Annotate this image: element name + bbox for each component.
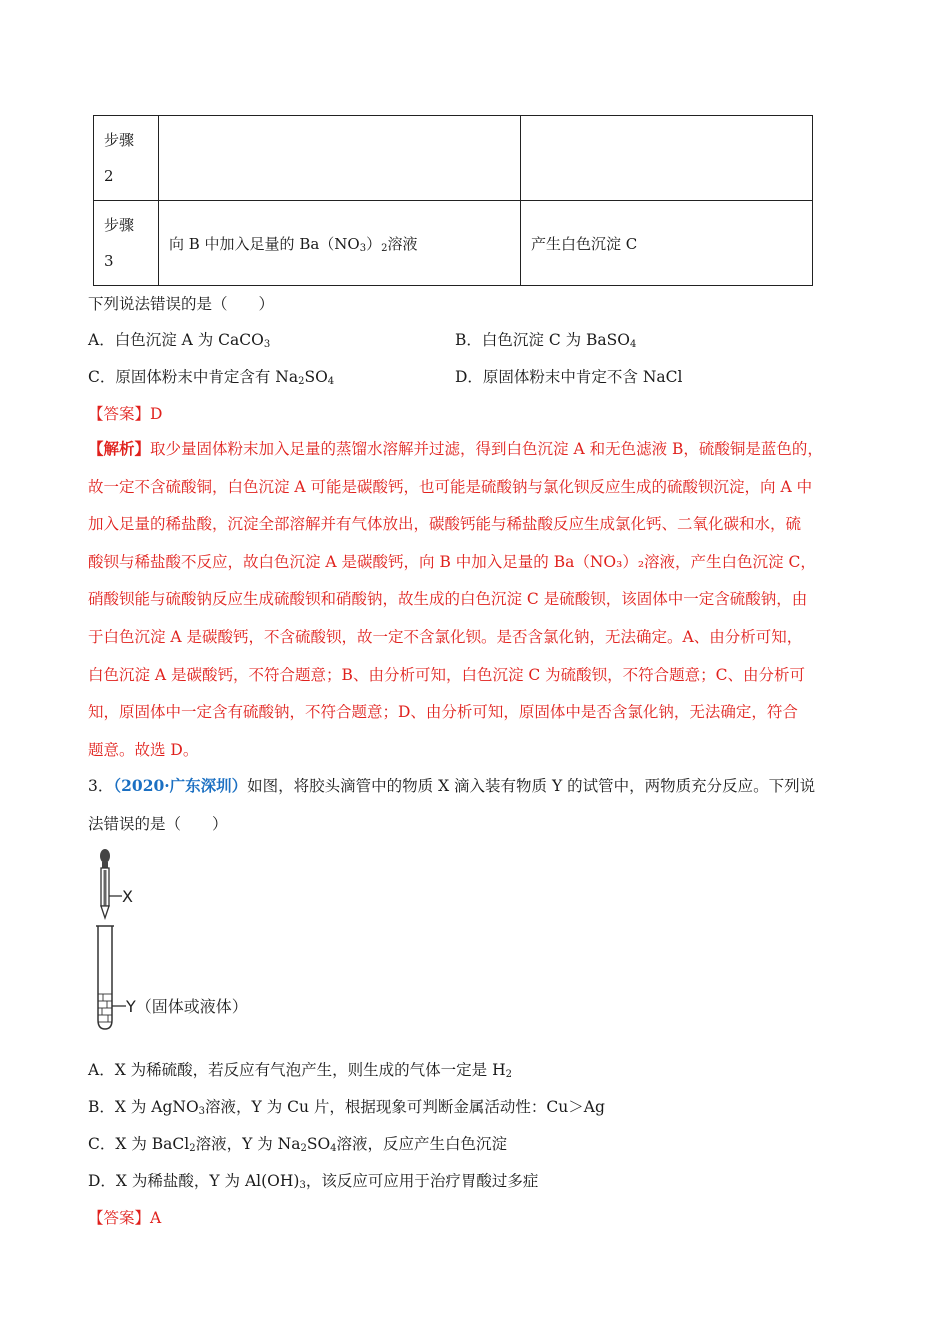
dropper-bulb xyxy=(100,849,110,863)
analysis-line: 题意。故选 D。 xyxy=(88,740,199,759)
option-c: C．原固体粉末中肯定含有 $Na_2SO_4$ xyxy=(88,368,335,387)
step-label-text: 步骤 xyxy=(104,216,135,234)
answer-label: 【答案】 xyxy=(88,1209,151,1227)
option-b: B．白色沉淀 C 为 BaSO$_4$ xyxy=(455,331,637,350)
analysis-line: 硝酸钡能与硫酸钠反应生成硫酸钡和硝酸钠，故生成的白色沉淀 C 是硫酸钡，该固体中一定含硫酸钠，由 xyxy=(88,590,808,609)
option-a: A．白色沉淀 A 为 CaCO$_3$ xyxy=(88,331,271,350)
steps-table xyxy=(93,115,813,286)
table-row xyxy=(94,116,813,201)
analysis-block xyxy=(88,430,868,769)
analysis-line: 酸钡与稀盐酸不反应，故白色沉淀 A 是碳酸钙，向 B 中加入足量的 Ba（NO₃）₂溶液，产生白色沉淀 C， xyxy=(88,552,816,571)
label-x: X xyxy=(122,887,133,906)
step-result-cell xyxy=(521,116,813,201)
q3-answer-line xyxy=(88,1206,161,1228)
step-number: 3 xyxy=(104,252,114,270)
step-label-cell xyxy=(94,116,159,201)
q3-option-c: C．X 为 BaCl$_2$溶液，Y 为 $Na_2SO_4$溶液，反应产生白色沉淀 xyxy=(88,1135,508,1154)
q3-option-b: B．X 为 AgNO$_3$溶液，Y 为 Cu 片，根据现象可判断金属活动性：Cu＞Ag xyxy=(88,1098,605,1117)
table-row xyxy=(94,201,813,286)
question-3-stem xyxy=(88,767,868,843)
q3-option-d: D．X 为稀盐酸，Y 为 $Al(OH)_3$，该反应可应用于治疗胃酸过多症 xyxy=(88,1172,539,1191)
test-tube xyxy=(98,926,112,1029)
analysis-line: 加入足量的稀盐酸，沉淀全部溶解并有气体放出，碳酸钙能与稀盐酸反应生成氯化钙、二氧化碳和水，硫 xyxy=(88,515,802,534)
answer-label: 【答案】 xyxy=(88,405,151,423)
stem-line: 法错误的是（ ） xyxy=(88,814,228,833)
answer-line xyxy=(88,402,162,424)
step-label-cell xyxy=(94,201,159,286)
answer-value: A xyxy=(150,1209,162,1227)
option-d: D．原固体粉末中肯定不含 NaCl xyxy=(455,368,683,386)
dropper-test-tube-figure xyxy=(92,848,282,1033)
step-operation-cell: 向 B 中加入足量的 $Ba(NO_3)_2$溶液 xyxy=(159,201,521,286)
step-operation-cell xyxy=(159,116,521,201)
label-y: Y（固体或液体） xyxy=(126,997,248,1016)
question-number: 3． xyxy=(88,777,114,795)
q3-option-a: A．X 为稀硫酸，若反应有气泡产生，则生成的气体一定是 $H_2$ xyxy=(88,1061,512,1080)
analysis-line: 于白色沉淀 A 是碳酸钙，不含硫酸钡，故一定不含氯化钡。是否含氯化钠，无法确定。A、由分析可知， xyxy=(88,627,803,646)
step-number: 2 xyxy=(104,167,114,185)
analysis-label: 【解析】 xyxy=(88,439,151,458)
stem-line: 3．（2020·广东深圳）如图，将胶头滴管中的物质 X 滴入装有物质 Y 的试管中，两物质充分反应。下列说 xyxy=(88,776,816,795)
question-prompt: 下列说法错误的是（ ） xyxy=(88,295,275,313)
analysis-line: 知，原固体中一定含有硫酸钠，不符合题意；D、由分析可知，原固体中是否含氯化钠，无法确定，符合 xyxy=(88,703,798,722)
step-result-cell: 产生白色沉淀 C xyxy=(521,201,813,286)
analysis-line: 故一定不含硫酸铜，白色沉淀 A 可能是碳酸钙，也可能是硫酸钠与氯化钡反应生成的硫酸钡沉淀，向 A 中 xyxy=(88,477,813,496)
analysis-line: 白色沉淀 A 是碳酸钙，不符合题意；B、由分析可知，白色沉淀 C 为硫酸钡，不符合题意；C、由分析可 xyxy=(88,665,806,684)
step-label-text: 步骤 xyxy=(104,131,135,149)
question-source: （2020·广东深圳） xyxy=(113,776,248,795)
analysis-line: 【解析】取少量固体粉末加入足量的蒸馏水溶解并过滤，得到白色沉淀 A 和无色滤液 B，硫酸铜是蓝色的， xyxy=(88,439,823,458)
answer-value: D xyxy=(150,405,163,423)
